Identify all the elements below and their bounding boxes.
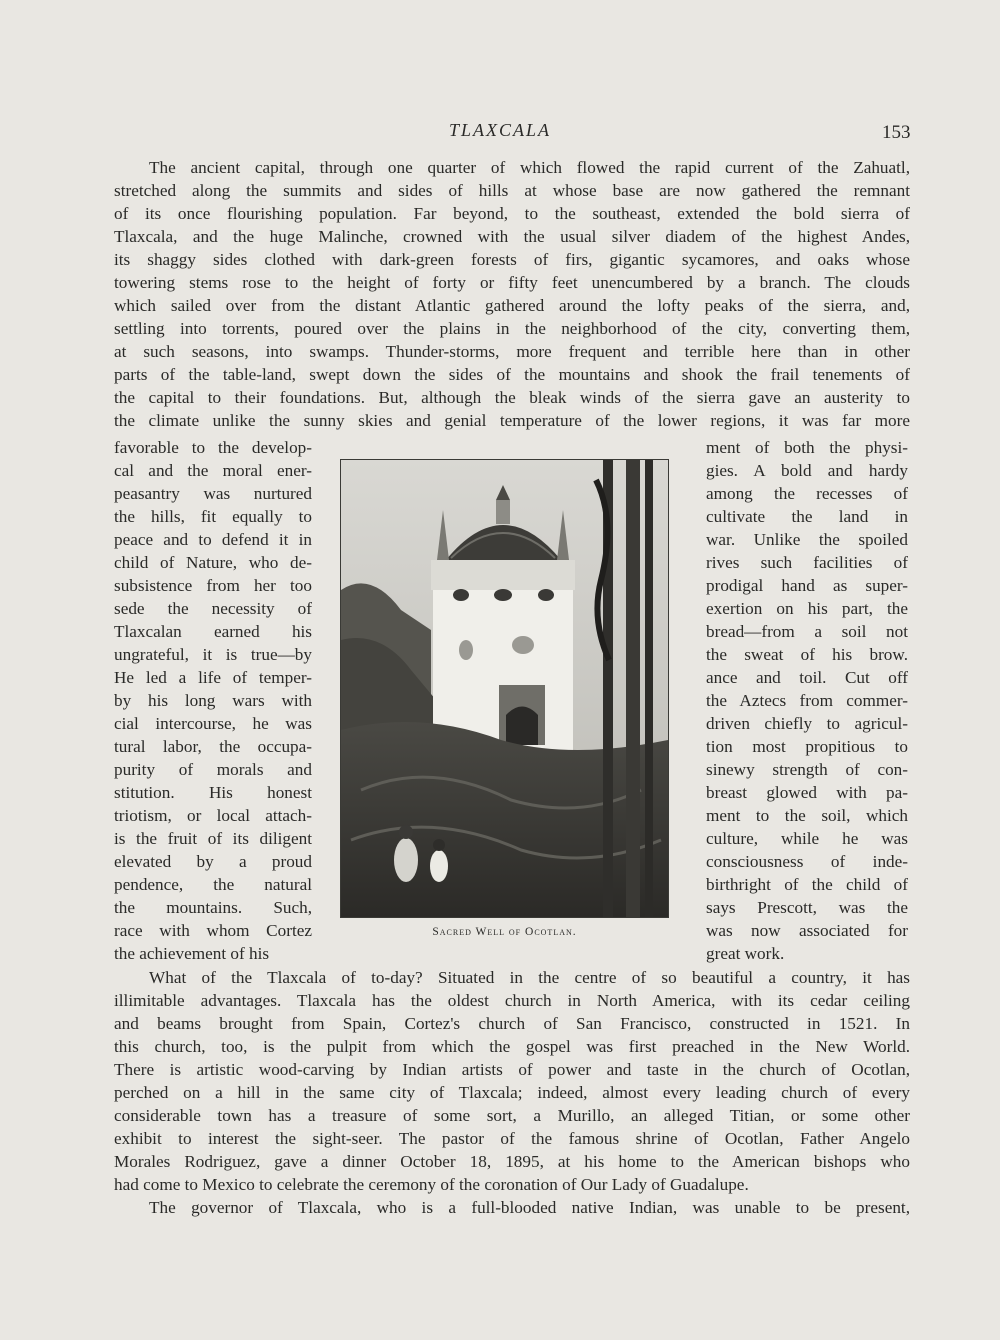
- text-line: says Prescott, was the: [706, 898, 908, 917]
- text-line: ungrateful, it is true—by: [114, 645, 312, 664]
- text-line: the capital to their foundations. But, although the bleak winds of the sierra gave an austerity to: [114, 388, 910, 407]
- text-line: perched on a hill in the same city of Tlaxcala; indeed, almost every leading church of every: [114, 1083, 910, 1102]
- text-line: driven chiefly to agricul-: [706, 714, 908, 733]
- running-title: TLAXCALA: [448, 120, 552, 140]
- text-line: exhibit to interest the sight-seer. The pastor of the famous shrine of Ocotlan, Father Angelo: [114, 1129, 910, 1148]
- text-line: stretched along the summits and sides of hills at whose base are now gathered the remnant: [114, 181, 910, 200]
- text-line: purity of morals and: [114, 760, 312, 779]
- text-line: tural labor, the occupa-: [114, 737, 312, 756]
- text-line: parts of the table-land, swept down the sides of the mountains and shook the frail tenements of: [114, 365, 910, 384]
- text-line: and beams brought from Spain, Cortez's church of San Francisco, constructed in 1521. In: [114, 1014, 910, 1033]
- text-line: elevated by a proud: [114, 852, 312, 871]
- text-line: the climate unlike the sunny skies and genial temperature of the lower regions, it was far more: [114, 411, 910, 430]
- text-line: child of Nature, who de-: [114, 553, 312, 572]
- text-line: stitution. His honest: [114, 783, 312, 802]
- bottom-paragraph: [114, 966, 910, 1196]
- text-line: peasantry was nurtured: [114, 484, 312, 503]
- text-line: rives such facilities of: [706, 553, 908, 572]
- left-text-column: [114, 436, 312, 965]
- text-line: is the fruit of its diligent: [114, 829, 312, 848]
- text-line: illimitable advantages. Tlaxcala has the oldest church in North America, with its cedar ceiling: [114, 991, 910, 1010]
- text-line: Tlaxcala, and the huge Malinche, crowned with the usual silver diadem of the highest Andes,: [114, 227, 910, 246]
- right-text-column: [706, 436, 908, 965]
- text-line: among the recesses of: [706, 484, 908, 503]
- text-line: ment to the soil, which: [706, 806, 908, 825]
- text-line: sinewy strength of con-: [706, 760, 908, 779]
- text-line: cultivate the land in: [706, 507, 908, 526]
- text-line: cial intercourse, he was: [114, 714, 312, 733]
- text-line: subsistence from her too: [114, 576, 312, 595]
- text-line: The governor of Tlaxcala, who is a full-blooded native Indian, was unable to be present,: [149, 1198, 910, 1217]
- text-line: which sailed over from the distant Atlantic gathered around the lofty peaks of the sierra, and,: [114, 296, 910, 315]
- text-line: war. Unlike the spoiled: [706, 530, 908, 549]
- text-line: What of the Tlaxcala of to-day? Situated in the centre of so beautiful a country, it has: [149, 968, 910, 987]
- text-line: this church, too, is the pulpit from which the gospel was first preached in the New World.: [114, 1037, 910, 1056]
- text-line: ance and toil. Cut off: [706, 668, 908, 687]
- text-line: The ancient capital, through one quarter of which flowed the rapid current of the Zahuatl,: [149, 158, 910, 177]
- text-line: culture, while he was: [706, 829, 908, 848]
- text-line: settling into torrents, poured over the plains in the neighborhood of the city, converting them,: [114, 319, 910, 338]
- text-line: breast glowed with pa-: [706, 783, 908, 802]
- text-line: favorable to the develop-: [114, 438, 312, 457]
- text-line: great work.: [706, 944, 785, 963]
- text-line: prodigal hand as super-: [706, 576, 908, 595]
- text-line: considerable town has a treasure of some sort, a Murillo, an alleged Titian, or some other: [114, 1106, 910, 1125]
- text-line: peace and to defend it in: [114, 530, 312, 549]
- text-line: towering stems rose to the height of forty or fifty feet unencumbered by a branch. The clouds: [114, 273, 910, 292]
- text-line: consciousness of inde-: [706, 852, 908, 871]
- chapel-photo-illustration: [341, 460, 668, 917]
- text-line: at such seasons, into swamps. Thunder-storms, more frequent and terrible here than in other: [114, 342, 910, 361]
- text-line: ment of both the physi-: [706, 438, 908, 457]
- text-line: pendence, the natural: [114, 875, 312, 894]
- text-line: race with whom Cortez: [114, 921, 312, 940]
- figure-caption: Sacred Well of Ocotlan.: [432, 926, 577, 938]
- text-line: the mountains. Such,: [114, 898, 312, 917]
- page-number: 153: [882, 122, 911, 143]
- text-line: the Aztecs from commer-: [706, 691, 908, 710]
- text-line: the hills, fit equally to: [114, 507, 312, 526]
- photo-sacred-well: [340, 459, 669, 918]
- text-line: cal and the moral ener-: [114, 461, 312, 480]
- text-line: gies. A bold and hardy: [706, 461, 908, 480]
- text-line: was now associated for: [706, 921, 908, 940]
- text-line: tion most propitious to: [706, 737, 908, 756]
- text-line: bread—from a soil not: [706, 622, 908, 641]
- text-line: sede the necessity of: [114, 599, 312, 618]
- closing-paragraph: [114, 1196, 910, 1219]
- top-paragraph: [114, 156, 910, 432]
- text-line: exertion on his part, the: [706, 599, 908, 618]
- text-line: birthright of the child of: [706, 875, 908, 894]
- text-line: Morales Rodriguez, gave a dinner October 18, 1895, at his home to the American bishops who: [114, 1152, 910, 1171]
- text-line: the sweat of his brow.: [706, 645, 908, 664]
- text-line: had come to Mexico to celebrate the ceremony of the coronation of Our Lady of Guadalupe.: [114, 1175, 749, 1194]
- text-line: Tlaxcalan earned his: [114, 622, 312, 641]
- text-line: He led a life of temper-: [114, 668, 312, 687]
- text-line: triotism, or local attach-: [114, 806, 312, 825]
- text-line: its shaggy sides clothed with dark-green forests of firs, gigantic sycamores, and oaks whose: [114, 250, 910, 269]
- text-line: the achievement of his: [114, 944, 270, 963]
- text-line: There is artistic wood-carving by Indian artists of power and taste in the church of Ocotlan,: [114, 1060, 910, 1079]
- text-line: of its once flourishing population. Far beyond, to the southeast, extended the bold sierra of: [114, 204, 910, 223]
- text-line: by his long wars with: [114, 691, 312, 710]
